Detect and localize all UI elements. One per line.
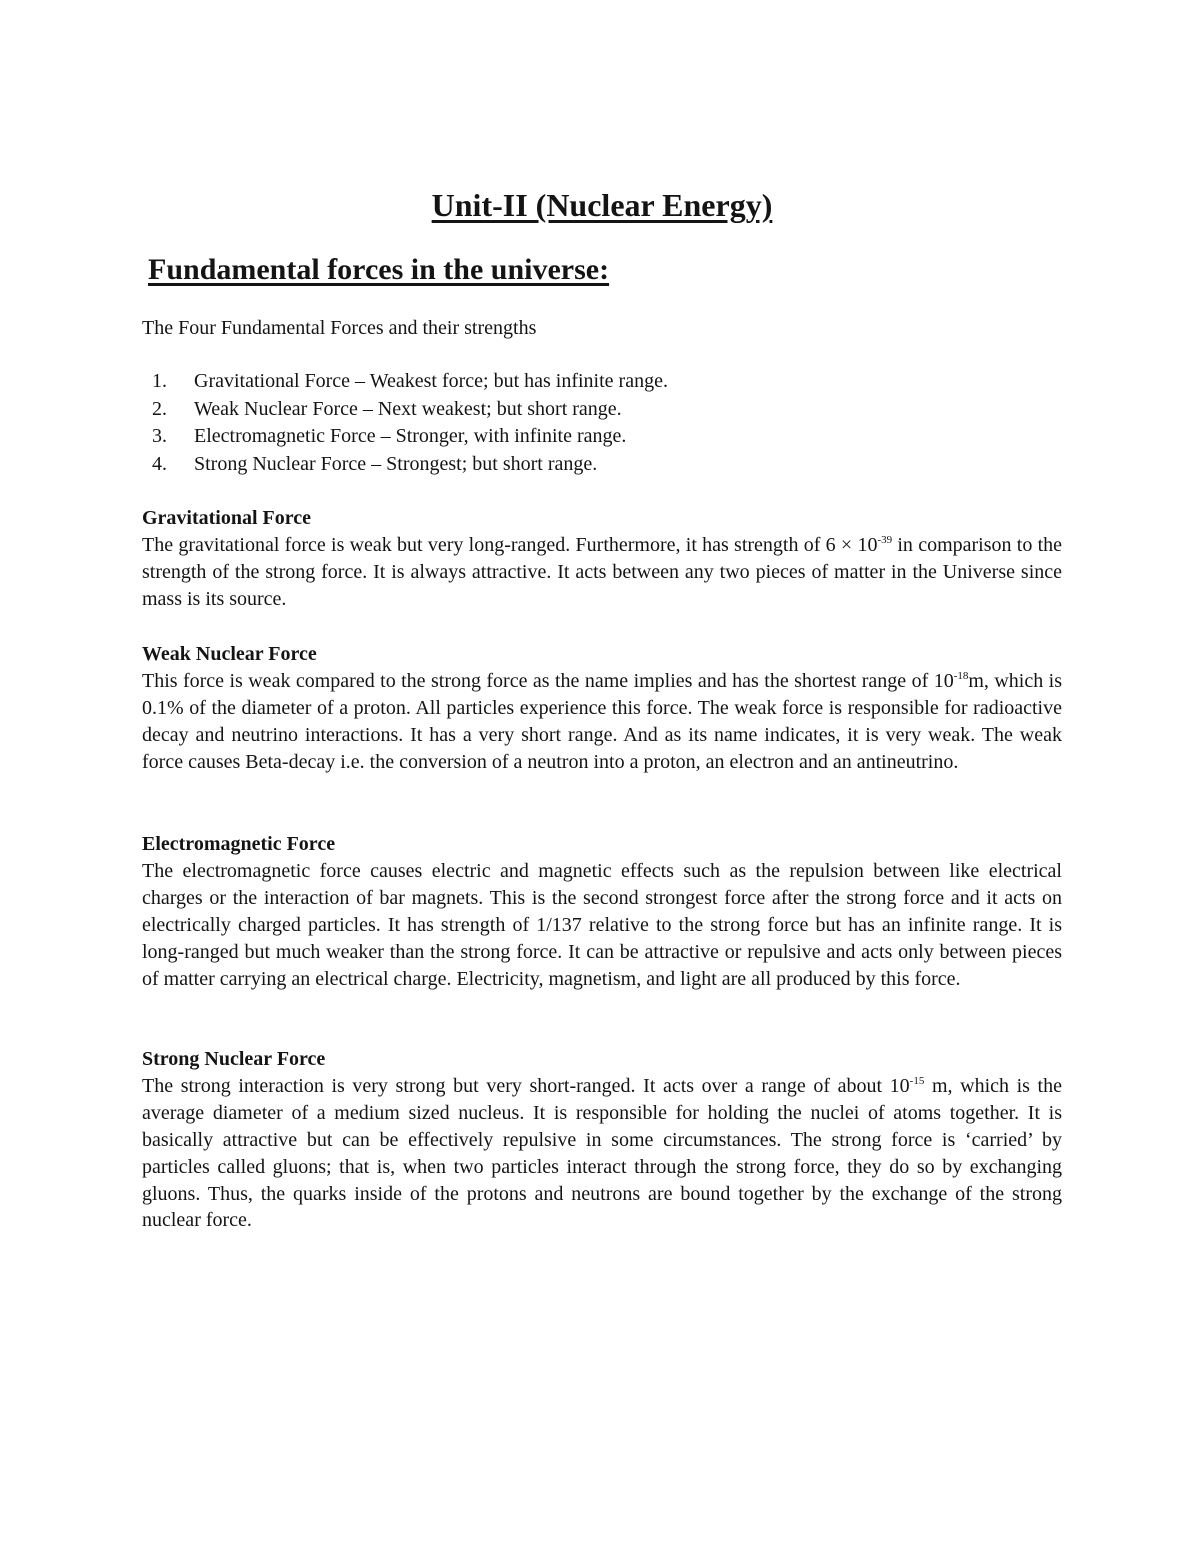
gravitational-exponent: -39 — [877, 533, 893, 546]
forces-list — [152, 368, 668, 479]
strong-text-part1: The strong interaction is very strong but very short-ranged. It acts over a range of about 10 — [142, 1074, 910, 1097]
list-item-text: Weak Nuclear Force – Next weakest; but short range. — [194, 397, 622, 420]
page-title: Unit-II (Nuclear Energy) — [431, 187, 773, 223]
weak-exponent: -18 — [953, 669, 969, 682]
list-item — [152, 396, 668, 424]
weak-section — [142, 641, 1062, 776]
electromagnetic-paragraph: The electromagnetic force causes electric and magnetic effects such as the repulsion between like electrical charges or the interaction of bar magnets. This is the second strongest force after the strong force and it acts on electrically charged particles. It has strength of 1/137 relative to the strong force but has an infinite range. It is long-ranged but much weaker than the strong force. It can be attractive or repulsive and acts only between pieces of matter carrying an electrical charge. Electricity, magnetism, and light are all produced by this force. — [142, 859, 1062, 990]
gravitational-heading: Gravitational Force — [142, 507, 312, 529]
strong-text-part2: m, which is the average diameter of a medium sized nucleus. It is responsible for holding the nuclei of atoms together. It is basically attractive but can be effectively repulsive in some circumstances. The strong force is ‘carried’ by particles called gluons; that is, when two particles interact through the strong force, they do so by exchanging gluons. Thus, the quarks inside of the protons and neutrons are bound together by the exchange of the strong nuclear force. — [142, 1074, 1062, 1232]
weak-paragraph — [142, 668, 1062, 776]
list-number: 1. — [152, 370, 167, 392]
list-number: 3. — [152, 425, 167, 448]
section-heading: Fundamental forces in the universe: — [148, 253, 610, 286]
strong-heading: Strong Nuclear Force — [142, 1048, 326, 1070]
weak-heading: Weak Nuclear Force — [142, 643, 317, 665]
strong-exponent: -15 — [909, 1074, 925, 1087]
strong-section — [142, 1046, 1062, 1234]
gravitational-text-part1: The gravitational force is weak but very long-ranged. Furthermore, it has strength of 6 × 10 — [142, 533, 878, 556]
list-item-text: Gravitational Force – Weakest force; but has infinite range. — [194, 370, 668, 392]
electromagnetic-section — [142, 831, 1062, 992]
electromagnetic-heading: Electromagnetic Force — [142, 833, 336, 855]
gravitational-paragraph — [142, 532, 1062, 613]
weak-text-part1: This force is weak compared to the strong force as the name implies and has the shortest range of 10 — [142, 669, 954, 692]
strong-paragraph — [142, 1073, 1062, 1234]
list-number: 4. — [152, 453, 167, 476]
list-item-text: Strong Nuclear Force – Strongest; but short range. — [194, 453, 598, 476]
list-item — [152, 423, 668, 451]
list-number: 2. — [152, 397, 167, 420]
gravitational-section — [142, 505, 1062, 613]
list-item — [152, 368, 668, 396]
gravitational-text-part2: in comparison to the strength of the strong force. It is always attractive. It acts between any two pieces of matter in the Universe since mass is its source. — [142, 533, 1063, 610]
intro-text: The Four Fundamental Forces and their strengths — [142, 317, 537, 339]
weak-text-part2: m, which is 0.1% of the diameter of a proton. All particles experience this force. The weak force is responsible for radioactive decay and neutrino interactions. It has a very short range. And as its name indicates, it is very weak. The weak force causes Beta-decay i.e. the conversion of a neutron into a proton, an electron and an antineutrino. — [142, 669, 1062, 773]
list-item-text: Electromagnetic Force – Stronger, with infinite range. — [194, 425, 627, 448]
list-item — [152, 451, 668, 479]
